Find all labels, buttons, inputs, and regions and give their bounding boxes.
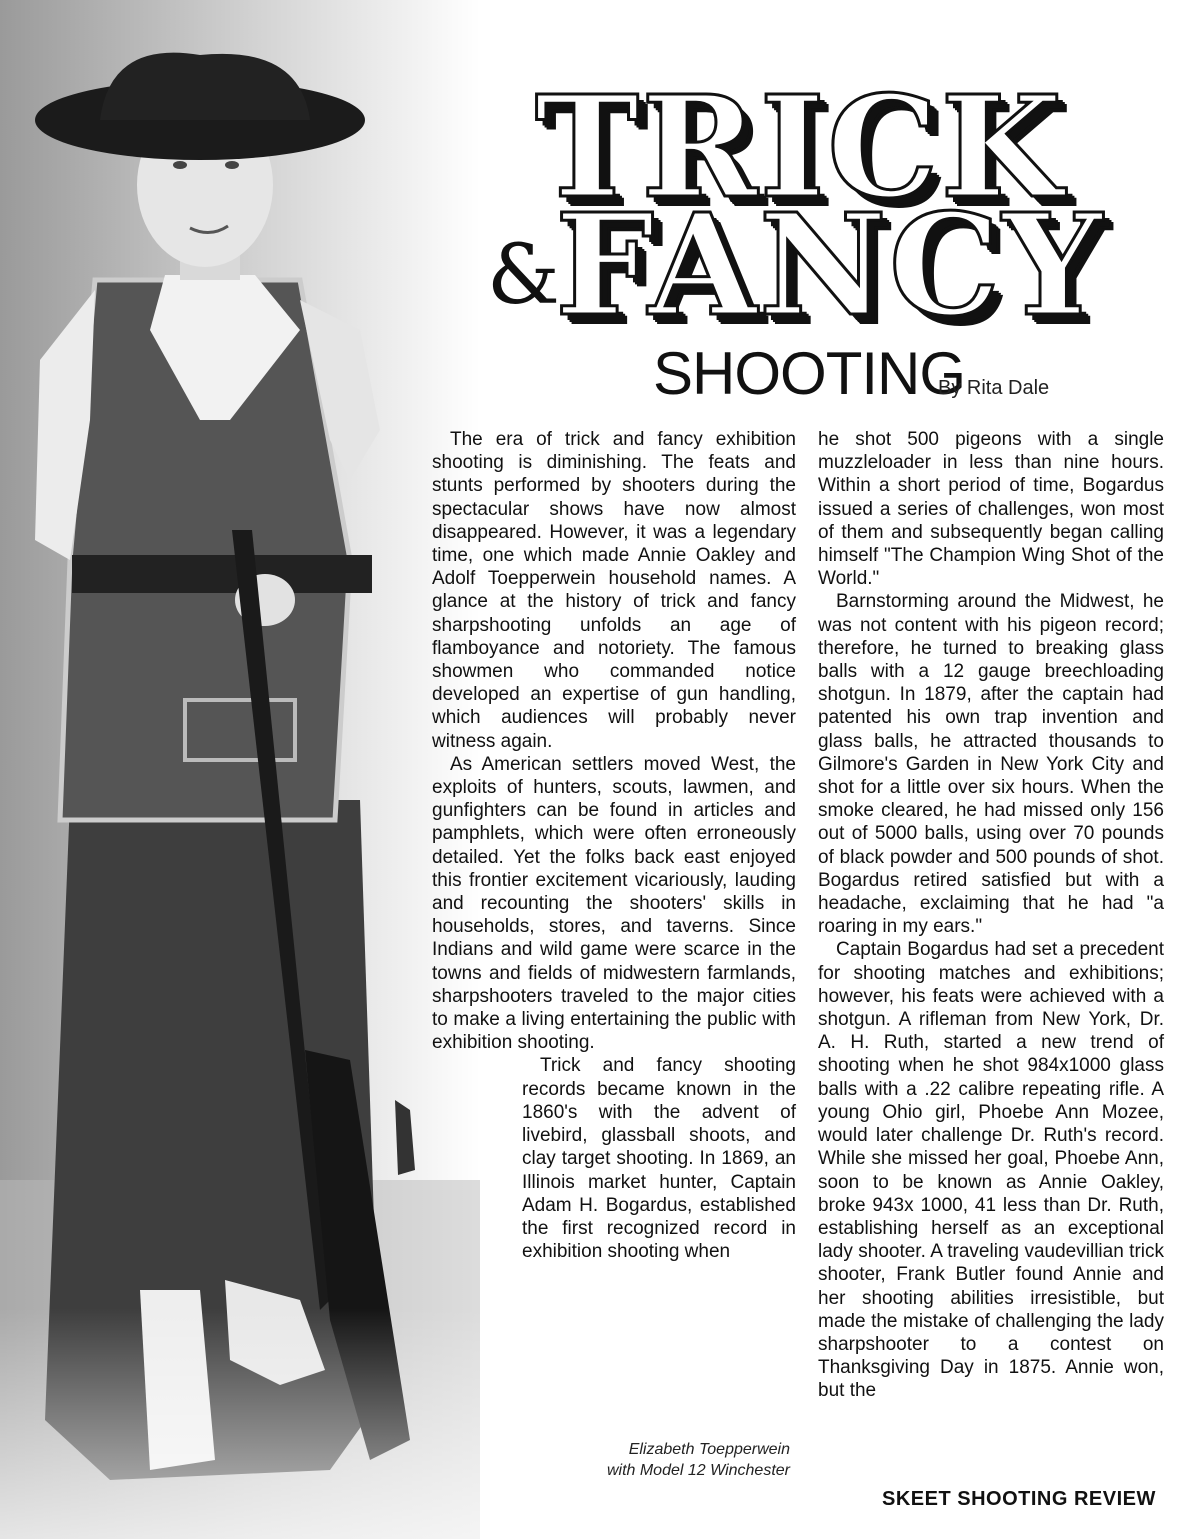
caption-line: Elizabeth Toepperwein: [628, 1441, 790, 1458]
headline-trick: TRICK: [535, 66, 1065, 230]
byline: By Rita Dale: [938, 377, 1050, 399]
publication-footer: SKEET SHOOTING REVIEW: [882, 1488, 1156, 1510]
article-paragraph: The era of trick and fancy exhibition shooting is diminishing. The feats and stunts performed by shooters during the spectacular shows have now almost disappeared. However, it was a legendary time, one which made Annie Oakley and Adolf Toepperwein household names. A glance at the history of trick and fancy sharpshooting unfolds an age of flamboyance and notoriety. The famous showmen who commanded notice developed an expertise of gun handling, which audiences will probably never witness again.: [432, 429, 796, 752]
article-column-right: [818, 428, 1164, 1403]
headline-ampersand: &: [487, 228, 560, 323]
headline-fancy: FANCY: [555, 184, 1105, 348]
article-column-left: [432, 428, 796, 1263]
headline-shooting: SHOOTING: [653, 340, 966, 407]
article-paragraph: Captain Bogardus had set a precedent for shooting matches and exhibitions; however, his feats were achieved with a shotgun. A rifleman from New York, Dr. A. H. Ruth, started a new trend of shooting when he shot 984x1000 glass balls with a .22 calibre repeating rifle. A young Ohio girl, Phoebe Ann Mozee, would later challenge Dr. Ruth's record. While she missed her goal, Phoebe Ann, soon to be known as Annie Oakley, broke 943x 1000, 41 less than Dr. Ruth, establishing herself as an exceptional lady shooter. A traveling vaudevillian trick shooter, Frank Butler found Annie and her shooting abilities irresistible, but made the mistake of challenging the lady sharpshooter to a contest on Thanksgiving Day in 1875. Annie won, but the: [818, 939, 1164, 1402]
article-paragraph: Trick and fancy shooting records became known in the 1860's with the advent of livebird, glassball shoots, and clay target shooting. In 1869, an Illinois market hunter, Captain Adam H. Bogardus, established the first recognized record in exhibition shooting when: [522, 1055, 796, 1263]
photo-elizabeth-toepperwein: [0, 0, 480, 1539]
caption-line: with Model 12 Winchester: [606, 1462, 790, 1479]
article-paragraph: he shot 500 pigeons with a single muzzleloader in less than nine hours. Within a short period of time, Bogardus issued a series of challenges, won most of them and subsequently began calling himself "The Champion Wing Shot of the World.": [818, 429, 1164, 590]
photo-caption: [550, 1439, 790, 1481]
article-paragraph: Barnstorming around the Midwest, he was not content with his pigeon record; therefore, he turned to breaking glass balls with a 12 gauge breechloading shotgun. In 1879, after the captain had patented his own trap invention and glass balls, he attracted thousands to Gilmore's Garden in New York City and shot for a little over six hours. When the smoke cleared, he had missed only 156 out of 5000 balls, using over 70 pounds of black powder and 500 pounds of shot. Bogardus retired satisfied but with a headache, exclaiming that he had "a roaring in my ears.": [818, 591, 1164, 938]
article-paragraph: As American settlers moved West, the exploits of hunters, scouts, lawmen, and gunfighters can be found in articles and pamphlets, which were often erroneously detailed. Yet the folks back east enjoyed this frontier excitement vicariously, lauding and recounting the shooters' skills in households, stores, and taverns. Since Indians and wild game were scarce in the towns and fields of midwestern farmlands, sharpshooters traveled to the major cities to make a living entertaining the public with exhibition shooting.: [432, 753, 796, 1054]
